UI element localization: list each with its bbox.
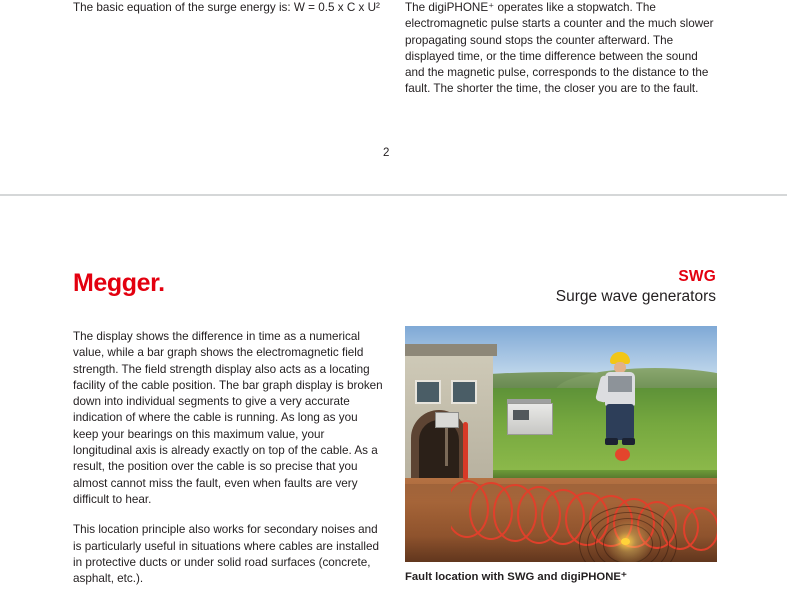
digiphone-probe [615,448,630,461]
worker-boot-left [605,438,618,445]
page-header [556,268,716,307]
paragraph-2: This location principle also works for secondary noises and is particularly useful in situations where cables are installed in protective ducts or under solid road surfaces (concrete, asphalt, etc.). [73,523,379,586]
product-name: Surge wave generators [555,288,716,305]
megger-logo [73,269,165,298]
surge-energy-equation: The basic equation of the surge energy is: W = 0.5 x C x U² [73,1,380,14]
previous-page-tail [0,0,787,186]
cable-coil [683,507,717,551]
logo-dot: . [158,269,165,297]
cable-riser [463,422,468,480]
equipment-stand [445,422,448,466]
figure-caption: Fault location with SWG and digiPHONE⁺ [405,571,627,583]
page-number: 2 [383,147,390,159]
page-divider [0,194,787,196]
digiphone-description: The digiPHONE⁺ operates like a stopwatch. The electromagnetic pulse starts a counter and the much slower propagating sound stops the counter afterward. The displayed time, or the time difference between the sound and the magnetic pulse, corresponds to the distance to the fault. The shorter the time, the closer you are to the fault. [405,1,714,96]
main-text-column [73,329,385,601]
paragraph-1: The display shows the difference in time as a numerical value, while a bar graph shows the electromagnetic field strength. The field strength display also acts as a locating facility of the cable position. The bar graph display is broken down into individual segments to give a very accurate indication of where the cable is running. As long as you keep your bearings on this maximum value, your longitudinal axis is already exactly on top of the cable. As a result, the position over the cable is so precise that you almost cannot miss the fault, even when faults are very difficult to hear. [73,330,383,506]
product-code: SWG [678,268,716,285]
top-left-column [73,0,388,16]
building-roof [405,344,497,356]
surge-wave-generator-device [435,412,459,428]
cabinet-display-panel [513,410,529,420]
building-window-left [415,380,441,404]
building-archway-interior [419,420,459,478]
worker-boot-right [622,438,635,445]
worker-trousers [606,404,634,440]
worker-vest [608,376,632,392]
top-right-column [405,0,720,98]
logo-text: Megger [73,269,159,297]
building-window-right [451,380,477,404]
cable-fault-marker [621,538,630,545]
fault-location-illustration [405,326,717,562]
